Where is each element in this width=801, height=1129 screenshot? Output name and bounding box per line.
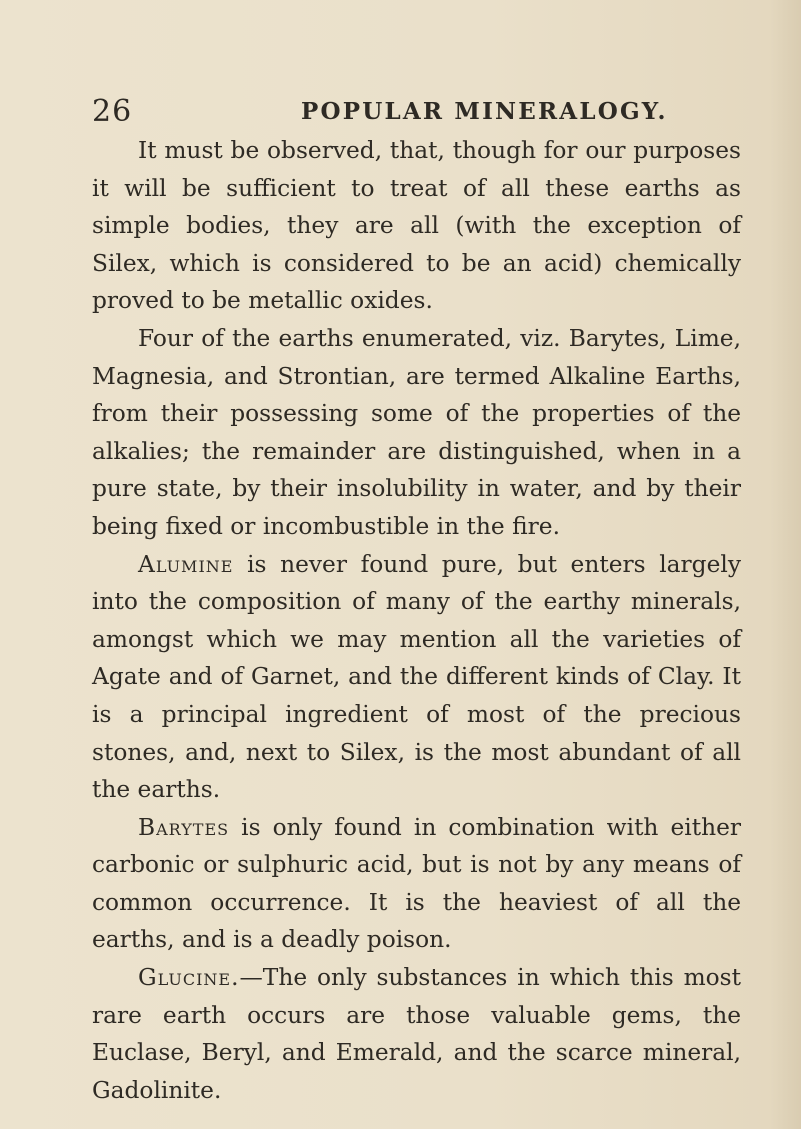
paragraph-text: is only found in combination with either carbonic or sulphuric acid, but is not by any means of common occurrence. It is the heaviest of all the earths, and is a deadly poison. xyxy=(92,813,741,954)
page-number: 26 xyxy=(92,94,133,129)
body-text xyxy=(92,132,741,1109)
running-head: POPULAR MINERALOGY. xyxy=(301,98,668,125)
paragraph-lead-term: Alumine xyxy=(138,550,234,578)
paragraph-text: Four of the earths enumerated, viz. Barytes, Lime, Magnesia, and Strontian, are termed Alkaline Earths, from their possessing some of the properties of the alkalies; the remainder are distinguished, when in a pure state, by their insolubility in water, and by their being fixed or incombustible in the fire. xyxy=(92,324,741,540)
paragraph-text: is never found pure, but enters largely into the composition of many of the earthy minerals, amongst which we may mention all the varieties of Agate and of Garnet, and the different kinds of Clay. It is a principal ingredient of most of the precious stones, and, next to Silex, is the most abundant of all the earths. xyxy=(92,550,741,804)
paragraph-earths-oxides xyxy=(92,132,741,320)
paragraph-lead-term: Glucine. xyxy=(138,964,240,992)
paragraph-glucine xyxy=(92,959,741,1109)
paragraph-lead-term: Barytes xyxy=(138,813,230,841)
paragraph-alkaline-earths xyxy=(92,320,741,546)
paragraph-text: It must be observed, that, though for our purposes it will be sufficient to treat of all these earths as simple bodies, they are all (with the exception of Silex, which is considered to be an acid) chemically proved to be metallic oxides. xyxy=(92,137,741,315)
paragraph-text: —The only substances in which this most rare earth occurs are those valuable gems, the Euclase, Beryl, and Emerald, and the scarce mineral, Gadolinite. xyxy=(92,964,741,1104)
page-header xyxy=(92,92,732,132)
paragraph-barytes xyxy=(92,809,741,959)
paragraph-alumine xyxy=(92,546,741,809)
